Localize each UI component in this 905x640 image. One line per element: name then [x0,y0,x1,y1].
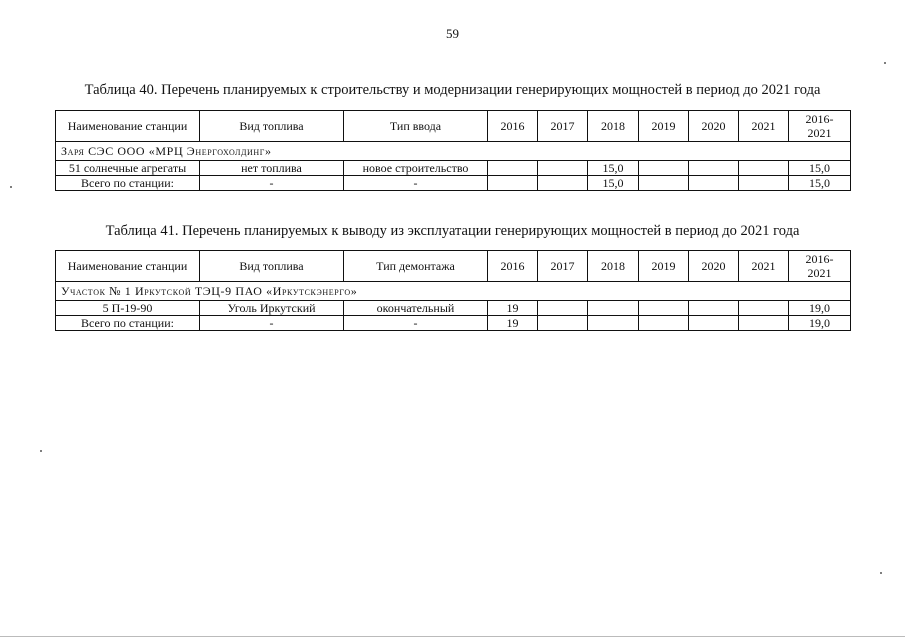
table-41-header-row [56,251,851,282]
table-41-title: Таблица 41. Перечень планируемых к выводу из эксплуатации генерирующих мощностей в период до 2021 года [105,223,800,239]
table-row [56,301,851,316]
cell-2018: 15,0 [588,176,639,191]
cell-station: Всего по станции: [56,176,200,191]
cell-2019 [639,161,689,176]
cell-station: Всего по станции: [56,316,200,331]
column-header-2019: 2019 [639,111,689,142]
cell-2019 [639,301,689,316]
cell-2019 [639,176,689,191]
cell-2021 [739,176,789,191]
column-header-2018: 2018 [588,111,639,142]
cell-2020 [689,161,739,176]
column-header-station: Наименование станции [56,251,200,282]
scan-speck [880,572,882,574]
cell-2020 [689,301,739,316]
table-40-section-row [56,142,851,161]
table-40-header-row [56,111,851,142]
column-header-2017: 2017 [538,251,588,282]
table-row-total [56,316,851,331]
cell-2017 [538,316,588,331]
column-header-2018: 2018 [588,251,639,282]
column-header-2020: 2020 [689,111,739,142]
column-header-2019: 2019 [639,251,689,282]
cell-type: - [344,316,488,331]
column-header-fuel: Вид топлива [200,251,344,282]
cell-2016 [488,176,538,191]
cell-2020 [689,176,739,191]
column-header-dismantle-type: Тип демонтажа [344,251,488,282]
cell-2018: 15,0 [588,161,639,176]
column-header-2016: 2016 [488,111,538,142]
cell-2021 [739,161,789,176]
column-header-2016-2021: 2016- 2021 [789,111,851,142]
cell-type: новое строительство [344,161,488,176]
cell-2018 [588,301,639,316]
column-header-2016: 2016 [488,251,538,282]
cell-fuel: - [200,176,344,191]
cell-station: 5 П-19-90 [56,301,200,316]
section-title: Заря СЭС ООО «МРЦ Энергохолдинг» [56,142,851,161]
cell-total: 19,0 [789,316,851,331]
page-bottom-edge [0,636,905,637]
column-header-2016-2021: 2016- 2021 [789,251,851,282]
cell-fuel: Уголь Иркутский [200,301,344,316]
cell-2018 [588,316,639,331]
cell-type: - [344,176,488,191]
cell-2017 [538,301,588,316]
table-41 [55,250,851,331]
table-41-section-row [56,282,851,301]
scan-speck [40,450,42,452]
column-header-fuel: Вид топлива [200,111,344,142]
table-40-title: Таблица 40. Перечень планируемых к строительству и модернизации генерирующих мощностей в период до 2021 года [84,82,821,98]
cell-2016: 19 [488,301,538,316]
cell-total: 19,0 [789,301,851,316]
table-40 [55,110,851,191]
page-number: 59 [446,26,459,41]
table-row [56,161,851,176]
cell-2021 [739,301,789,316]
cell-2021 [739,316,789,331]
section-title: Участок № 1 Иркутской ТЭЦ-9 ПАО «Иркутскэнерго» [56,282,851,301]
cell-2020 [689,316,739,331]
column-header-2021: 2021 [739,111,789,142]
column-header-station: Наименование станции [56,111,200,142]
cell-2017 [538,161,588,176]
column-header-input-type: Тип ввода [344,111,488,142]
cell-fuel: - [200,316,344,331]
scan-speck [10,186,12,188]
cell-total: 15,0 [789,161,851,176]
cell-station: 51 солнечные агрегаты [56,161,200,176]
cell-fuel: нет топлива [200,161,344,176]
column-header-2021: 2021 [739,251,789,282]
scan-speck [884,62,886,64]
cell-type: окончательный [344,301,488,316]
cell-2019 [639,316,689,331]
cell-2016 [488,161,538,176]
cell-2017 [538,176,588,191]
cell-2016: 19 [488,316,538,331]
cell-total: 15,0 [789,176,851,191]
column-header-2020: 2020 [689,251,739,282]
table-row-total [56,176,851,191]
column-header-2017: 2017 [538,111,588,142]
